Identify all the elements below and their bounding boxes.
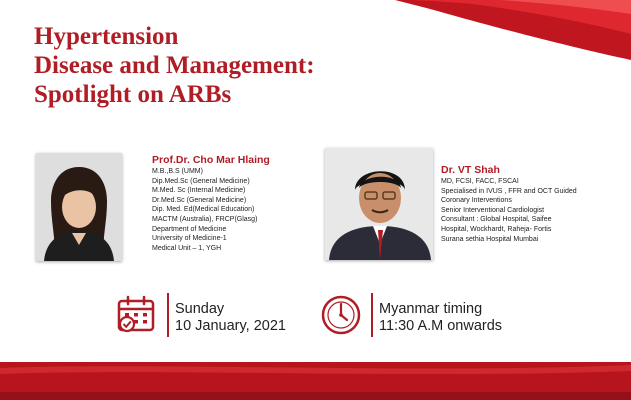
bottom-red-banner: [0, 362, 631, 400]
title-line-3: Spotlight on ARBs: [34, 81, 232, 108]
speaker-1-credential: Dip.Med.Sc (General Medicine): [152, 177, 250, 185]
speaker-1-credential: MACTM (Australia), FRCP(Glasg): [152, 215, 258, 223]
title-line-2: Disease and Management:: [34, 52, 315, 79]
speaker-1-credential: University of Medicine-1: [152, 235, 227, 243]
speaker-1-photo: [36, 153, 122, 261]
speaker-2-credential: Hospital, Wockhardt, Raheja- Fortis: [441, 225, 552, 233]
title-line-1: Hypertension: [34, 23, 179, 50]
speaker-2-credential: Specialised in IVUS , FFR and OCT Guided: [441, 187, 577, 195]
speaker-2-credential: Coronary Interventions: [441, 197, 512, 205]
speaker-2-photo: [325, 148, 433, 260]
event-date-value: 10 January, 2021: [175, 318, 286, 334]
calendar-icon: [116, 294, 158, 336]
speaker-1-credential: Dip. Med. Ed(Medical Education): [152, 206, 255, 214]
speaker-2-credential: Consultant : Global Hospital, Saifee: [441, 216, 552, 224]
time-divider: [371, 293, 373, 337]
event-title: [34, 22, 454, 109]
date-divider: [167, 293, 169, 337]
date-text: [175, 301, 286, 335]
speaker-1-bio: [152, 154, 270, 253]
speaker-1-credential: Medical Unit – 1, YGH: [152, 244, 222, 252]
speaker-1-credential: M.Med. Sc (Internal Medicine): [152, 187, 246, 195]
speaker-2-name: Dr. VT Shah: [441, 164, 500, 176]
event-time-value: 11:30 A.M onwards: [379, 318, 503, 334]
speaker-1-credential: Department of Medicine: [152, 225, 227, 233]
time-text: [379, 301, 502, 335]
clock-icon: [320, 294, 362, 336]
speaker-2-bio: [441, 164, 577, 244]
event-timezone: Myanmar timing: [379, 301, 483, 317]
speaker-1-credential: Dr.Med.Sc (General Medicine): [152, 196, 247, 204]
speaker-2-credential: Senior Interventional Cardiologist: [441, 206, 545, 214]
speaker-1-credential: M.B.,B.S (UMM): [152, 168, 203, 175]
speaker-2-credential: Surana sethia Hospital Mumbai: [441, 235, 539, 243]
event-day: Sunday: [175, 301, 225, 317]
speaker-2-credential: MD, FCSI, FACC, FSCAI: [441, 178, 519, 185]
speaker-1-name: Prof.Dr. Cho Mar Hlaing: [152, 154, 270, 166]
